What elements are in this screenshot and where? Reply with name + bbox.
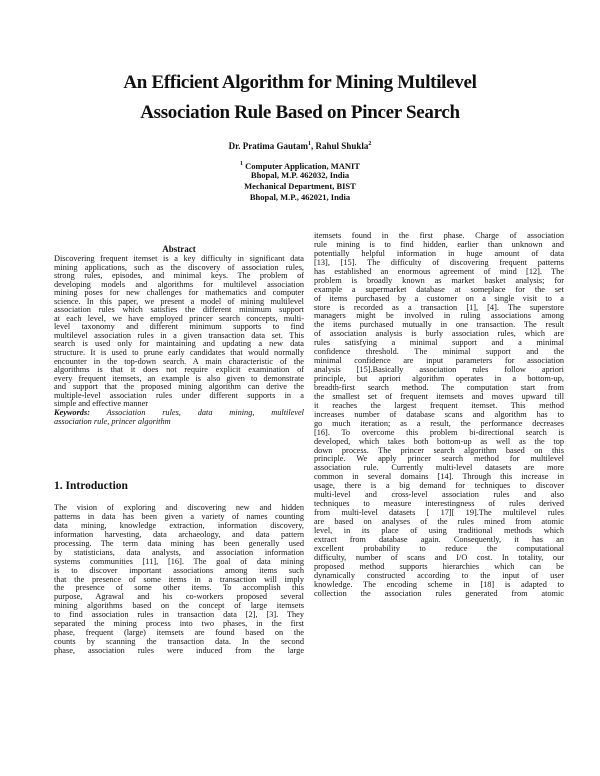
text-line: science. In this paper, we present a model of mining multilevel <box>54 297 304 306</box>
text-line: minimal confidence are input parameters for association <box>314 357 564 366</box>
author-name: Dr. Pratima Gautam <box>228 141 309 151</box>
introduction-body <box>54 504 304 656</box>
affiliation-line: Bhopal, M.P., 462021, India <box>249 192 351 202</box>
text-line: example a supermarket database at someplace for the set <box>314 285 564 294</box>
paper-title-line-1: An Efficient Algorithm for Mining Multilevel <box>123 72 477 93</box>
text-line: phase, association rules were induced from the large <box>54 647 304 655</box>
affiliation-mark: 1 <box>240 161 244 167</box>
text-line: [13], [15]. The difficulty of discovering frequent patterns <box>314 258 564 267</box>
text-line: rules satisfying a minimal support and a minimal <box>314 339 564 348</box>
text-line: multiple-level association rules under different supports in a <box>54 391 304 400</box>
text-line: systems communities [11], [16]. The goal of data mining <box>54 557 304 566</box>
section-heading-introduction: 1. Introduction <box>54 480 128 492</box>
keywords <box>54 409 304 426</box>
text-line: and support that the proposed mining algorithm can derive the <box>54 383 304 392</box>
author-list <box>100 141 500 151</box>
affiliation-line: Bhopal, M.P. 462032, India <box>250 170 350 180</box>
text-line: principle, but apriori algorithm operates in a bottom-up, <box>314 375 564 383</box>
text-line: level, in its place of using traditional methods which <box>314 526 564 535</box>
text-line: the smallest set of frequent itemsets and moves upward till <box>314 392 564 401</box>
text-line: level taxonomy and different minimum supports to find <box>54 323 304 332</box>
text-line: algorithms is that it does not require explicit examination of <box>54 366 304 375</box>
text-line: search is used only for maintaining and updating a new data <box>54 340 304 349</box>
text-line: breadth-first search method. The computation start from <box>314 383 564 392</box>
affiliations <box>150 159 450 203</box>
keywords-line: association rule, princer algorithm <box>54 416 171 426</box>
text-line: common in several domains [14]. Through this increase in <box>314 473 564 482</box>
text-line: phase, frequent (large) itemsets are found based on the <box>54 629 304 638</box>
text-line: simple and effective manner <box>54 400 149 409</box>
text-line: mining algorithms based on the concept of large itemsets <box>54 602 304 611</box>
text-line: developed, which takes both bottom-up as well as the top <box>314 437 564 446</box>
abstract-body <box>54 255 304 409</box>
text-line: collection the association rules generated from atomic <box>314 589 564 598</box>
text-line: multi-level and cross-level association rules and also <box>314 491 564 500</box>
text-line: information harvesting, data archaeology, and data pattern <box>54 530 304 539</box>
text-line: every frequent itemsets, an example is also given to demonstrate <box>54 374 304 383</box>
text-line: managers might be involved in ruling associations among <box>314 312 564 321</box>
keywords-line: Keywords: Association rules, data mining, multilevel <box>54 408 304 417</box>
text-line: difficulty, number of scans and I/O cost. In totality, our <box>314 553 564 562</box>
text-line: usage, there is a big demand for techniques to discover <box>314 482 564 491</box>
text-line: rule mining is to find hidden, earlier than unknown and <box>314 240 564 249</box>
text-line: developing models and algorithms for multilevel association <box>54 280 304 289</box>
text-line: of association analysis is burly association rules, which are <box>314 330 564 339</box>
text-line: processing. The term data mining has been generally used <box>54 539 304 548</box>
text-line: dynamically constructed according to the input of user <box>314 571 564 580</box>
affiliation-line: Mechanical Department, BIST <box>244 181 356 191</box>
text-line: purpose, Agrawal and his co-workers proposed several <box>54 593 304 602</box>
text-line: extract from database again. Consequently, it has an <box>314 535 564 544</box>
text-line: techniques to measure interestingness of rules derived <box>314 500 564 509</box>
text-line: by statisticians, data analysts, and association information <box>54 548 304 557</box>
text-line: multilevel association rules in a given transaction data set. This <box>54 331 304 340</box>
text-line: mining poses for new challenges for mathematics and computer <box>54 289 304 298</box>
text-line: confidence threshold. The minimal support and the <box>314 348 564 357</box>
text-line: store is recorded as a transaction [1], [4]. The superstore <box>314 303 564 312</box>
author-affiliation-mark: 1 <box>308 141 312 147</box>
abstract-heading: Abstract <box>162 244 196 254</box>
text-line: patterns in data has been given a variety of names counting <box>54 512 304 521</box>
text-line: counts by scanning the transaction data. In the second <box>54 638 304 647</box>
right-column-body <box>314 232 564 598</box>
text-line: that the presence of some items in a transaction will imply <box>54 575 304 584</box>
text-line: to find association rules in transaction data [2], [3]. They <box>54 611 304 620</box>
text-line: increases number of database scans and algorithm has to <box>314 410 564 419</box>
text-line: of items purchased by a customer on a single visit to a <box>314 294 564 303</box>
text-line: Discovering frequent itemset is a key difficulty in significant data <box>54 255 304 263</box>
text-line: the presence of some other items. To accomplish this <box>54 584 304 593</box>
text-line: structure. It is used to prune early candidates that would normally <box>54 349 304 358</box>
text-line: potentially helpful information in huge amount of data <box>314 249 564 258</box>
text-line: strong rules, episodes, and minimal keys. The problem of <box>54 272 304 281</box>
affiliation-line: $^1$ Computer Application, MANIT <box>240 160 360 171</box>
text-line: are based on analyses of the rules mined from atomic <box>314 518 564 526</box>
text-line: knowledge. The encoding scheme in [18] is adapted to <box>314 580 564 589</box>
text-line: it reaches the largest frequent itemset. This method <box>314 401 564 410</box>
text-line: is to discover important associations among items such <box>54 566 304 575</box>
text-line: from multi-level datasets [ 17][ 19].The multilevel rules <box>314 509 564 518</box>
keywords-label: Keywords: <box>54 408 90 417</box>
author-separator: , <box>311 141 316 151</box>
text-line: mining applications, such as the discovery of association rules, <box>54 263 304 272</box>
text-line: at each level, we have employed princer search concepts, multi- <box>54 314 304 323</box>
text-line: go much iteration; as a result, the performance decreases <box>314 419 564 428</box>
text-line: has established an enormous agreement of mind [12]. The <box>314 267 564 276</box>
text-line: analysis [15].Basically association rules follow apriori <box>314 366 564 375</box>
text-line: proposed method supports hierarchies which can be <box>314 562 564 571</box>
text-line: encounter in the top-down search. A main characteristic of the <box>54 357 304 366</box>
text-line: separated the mining process into two phases, in the first <box>54 620 304 629</box>
text-line: data mining, knowledge extraction, information discovery, <box>54 521 304 530</box>
text-line: principle. We apply princer search method for multilevel <box>314 455 564 464</box>
paper-title-line-2: Association Rule Based on Pincer Search <box>140 102 460 123</box>
text-line: problem is broadly known as market basket analysis; for <box>314 276 564 285</box>
author-name: Rahul Shukla <box>315 141 369 151</box>
text-line: association rule. Currently multi-level datasets are more <box>314 464 564 473</box>
text-line: the items purchased mutually in one transaction. The result <box>314 321 564 330</box>
text-line: down process. The princer search algorithm based on this <box>314 446 564 455</box>
text-line: The vision of exploring and discovering new and hidden <box>54 504 304 512</box>
text-line: itemsets found in the first phase. Charge of association <box>314 232 564 240</box>
text-line: [16]. To overcome this problem bi-directional search is <box>314 428 564 437</box>
text-line: association rules which satisfies the different minimum support <box>54 306 304 315</box>
author-affiliation-mark: 2 <box>368 141 372 147</box>
text-line: excellent probability to reduce the computational <box>314 544 564 553</box>
